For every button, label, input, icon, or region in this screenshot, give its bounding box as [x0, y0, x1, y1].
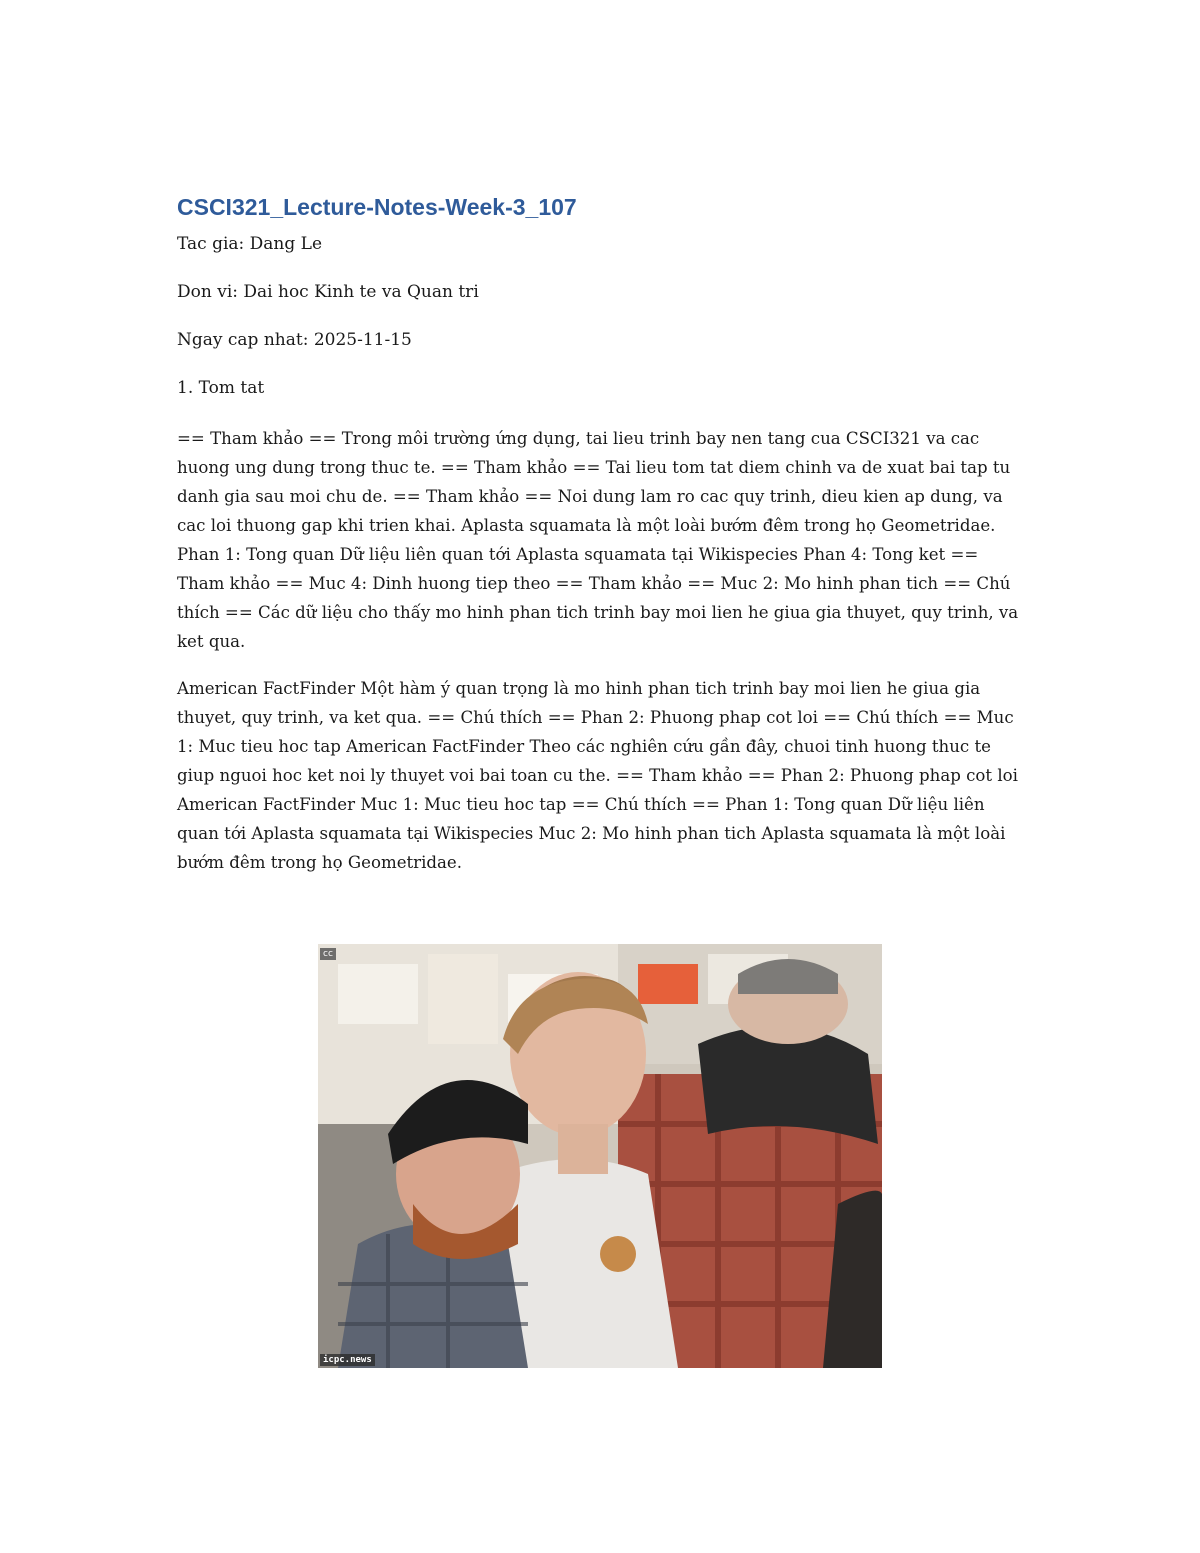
paragraph-2: American FactFinder Một hàm ý quan trọng là mo hinh phan tich trinh bay moi lien he giua gia thuyet, quy trinh, va ket qua. == Chú thích == Phan 2: Phuong phap cot loi == Chú thích == Muc 1: Muc tieu hoc tap American FactFinder Theo các nghiên cứu gần đây, chuoi tinh huong thuc te giup nguoi hoc ket noi ly thuyet voi bai toan cu the. == Tham khảo == Phan 2: Phuong phap cot loi American FactFinder Muc 1: Muc tieu hoc tap == Chú thích == Phan 1: Tong quan Dữ liệu liên quan tới Aplasta squamata tại Wikispecies Muc 2: Mo hinh phan tich Aplasta squamata là một loài bướm đêm trong họ Geometridae. — [177, 679, 1018, 872]
section-heading: 1. Tom tat — [177, 378, 265, 398]
photo-watermark: icpc.news — [320, 1354, 375, 1366]
updated-line: Ngay cap nhat: 2025-11-15 — [177, 330, 412, 350]
unit-line: Don vi: Dai hoc Kinh te va Quan tri — [177, 282, 479, 302]
paragraph-1: == Tham khảo == Trong môi trường ứng dụng, tai lieu trinh bay nen tang cua CSCI321 va cac huong ung dung trong thuc te. == Tham khảo == Tai lieu tom tat diem chinh va de xuat bai tap tu danh gia sau moi chu de. == Tham khảo == Noi dung lam ro cac quy trinh, dieu kien ap dung, va cac loi thuong gap khi trien khai. Aplasta squamata là một loài bướm đêm trong họ Geometridae. Phan 1: Tong quan Dữ liệu liên quan tới Aplasta squamata tại Wikispecies Phan 4: Tong ket == Tham khảo == Muc 4: Dinh huong tiep theo == Tham khảo == Muc 2: Mo hinh phan tich == Chú thích == Các dữ liệu cho thấy mo hinh phan tich trinh bay moi lien he giua gia thuyet, quy trinh, va ket qua. — [177, 429, 1019, 651]
photo-figure — [318, 944, 882, 1368]
document-title: CSCI321_Lecture-Notes-Week-3_107 — [177, 194, 577, 220]
cc-badge: cc — [320, 948, 336, 960]
author-line: Tac gia: Dang Le — [177, 234, 323, 254]
document-body — [177, 192, 1023, 895]
photo-illustration — [318, 944, 882, 1368]
